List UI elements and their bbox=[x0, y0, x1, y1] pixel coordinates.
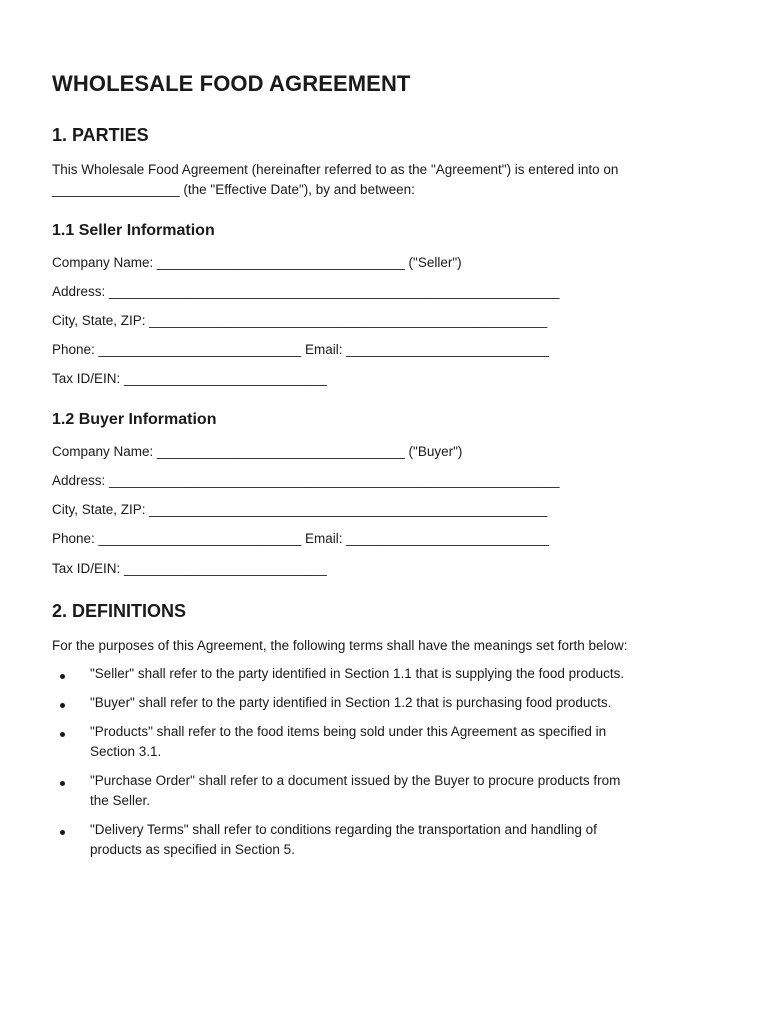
definition-item bbox=[52, 820, 722, 860]
buyer-city-state-zip-line: City, State, ZIP: _____________________________________________________ bbox=[52, 502, 548, 517]
definition-item bbox=[52, 664, 722, 684]
definition-item bbox=[52, 722, 722, 762]
definition-line: products as specified in Section 5. bbox=[90, 842, 295, 857]
buyer-tax-id-line: Tax ID/EIN: ___________________________ bbox=[52, 561, 327, 576]
definition-item bbox=[52, 771, 722, 811]
parties-intro-line-2: _________________ (the "Effective Date"), by and between: bbox=[52, 182, 415, 197]
definition-line: the Seller. bbox=[90, 793, 151, 808]
buyer-info-heading: 1.2 Buyer Information bbox=[52, 411, 217, 428]
definition-line: "Buyer" shall refer to the party identified in Section 1.2 that is purchasing food products. bbox=[90, 695, 612, 710]
definition-item bbox=[52, 693, 722, 713]
buyer-phone-email-line: Phone: ___________________________ Email: ___________________________ bbox=[52, 531, 549, 546]
buyer-company-name-line: Company Name: _________________________________ ("Buyer") bbox=[52, 444, 463, 459]
seller-address-line: Address: ____________________________________________________________ bbox=[52, 284, 560, 299]
buyer-address-line: Address: ____________________________________________________________ bbox=[52, 473, 560, 488]
definition-line: "Delivery Terms" shall refer to conditions regarding the transportation and handling of bbox=[90, 822, 597, 837]
section-parties-heading: 1. PARTIES bbox=[52, 125, 149, 145]
document-title: WHOLESALE FOOD AGREEMENT bbox=[52, 71, 411, 96]
seller-city-state-zip-line: City, State, ZIP: _____________________________________________________ bbox=[52, 313, 548, 328]
definitions-intro-text: For the purposes of this Agreement, the following terms shall have the meanings set forth below: bbox=[52, 638, 628, 653]
definition-line: "Seller" shall refer to the party identified in Section 1.1 that is supplying the food products. bbox=[90, 666, 625, 681]
definitions-intro bbox=[52, 636, 722, 656]
definition-line: Section 3.1. bbox=[90, 744, 162, 759]
section-definitions-heading: 2. DEFINITIONS bbox=[52, 601, 187, 621]
seller-info-heading: 1.1 Seller Information bbox=[52, 222, 215, 239]
bullet-dot-icon bbox=[60, 781, 65, 786]
seller-tax-id-line: Tax ID/EIN: ___________________________ bbox=[52, 371, 327, 386]
bullet-dot-icon bbox=[60, 732, 65, 737]
bullet-dot-icon bbox=[60, 674, 65, 679]
definition-line: "Purchase Order" shall refer to a document issued by the Buyer to procure products from bbox=[90, 773, 621, 788]
parties-intro-line-1: This Wholesale Food Agreement (hereinafter referred to as the "Agreement") is entered into on bbox=[52, 162, 619, 177]
bullet-dot-icon bbox=[60, 703, 65, 708]
definition-line: "Products" shall refer to the food items being sold under this Agreement as specified in bbox=[90, 724, 607, 739]
parties-intro bbox=[52, 160, 722, 200]
definitions-list bbox=[52, 664, 722, 869]
bullet-dot-icon bbox=[60, 830, 65, 835]
seller-company-name-line: Company Name: _________________________________ ("Seller") bbox=[52, 255, 462, 270]
seller-phone-email-line: Phone: ___________________________ Email: ___________________________ bbox=[52, 342, 549, 357]
